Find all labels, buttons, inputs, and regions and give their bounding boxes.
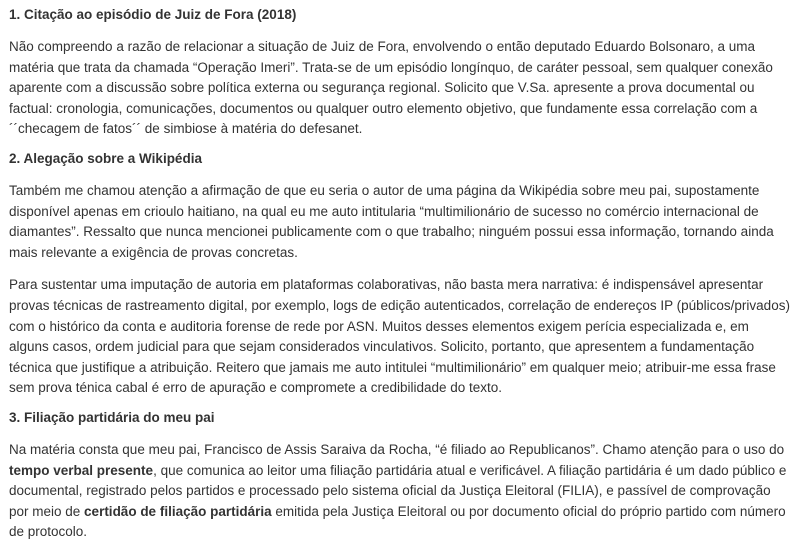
text-run: Também me chamou atenção a afirmação de que eu seria o autor de uma página da Wikipédia sobre meu pai, supostamente disponível apenas em crioulo haitiano, na qual eu me auto intitularia “multimilionário de sucesso no comércio internacional de diamantes”. Ressalto que nunca mencionei publicamente com o que trabalho; ninguém possui essa informação, tornando ainda mais relevante a exigência de provas concretas. [9, 182, 774, 260]
paragraph [9, 181, 790, 263]
paragraph [9, 275, 790, 399]
text-run: Para sustentar uma imputação de autoria em plataformas colaborativas, não basta mera narrativa: é indispensável apresentar provas técnicas de rastreamento digital, por exemplo, logs de edição autenticados, correlação de endereços IP (públicos/privados) com o histórico da conta e auditoria forense de rede por ASN. Muitos desses elementos exigem perícia especializada e, em alguns casos, ordem judicial para que sejam considerados vinculativos. Solicito, portanto, que apresentem a fundamentação técnica que justifique a atribuição. Reitero que jamais me auto intitulei “multimilionário” em qualquer meio; atribuir-me essa frase sem prova ténica cabal é erro de apuração e compromete a credibilidade do texto. [9, 277, 790, 396]
bold-text-run: certidão de filiação partidária [84, 503, 272, 519]
bold-text-run: tempo verbal presente [9, 462, 154, 478]
section-heading: 2. Alegação sobre a Wikipédia [9, 150, 202, 166]
text-run: Na matéria consta que meu pai, Francisco de Assis Saraiva da Rocha, “é filiado ao Republicanos”. Chamo atenção para o uso do [9, 441, 785, 457]
text-run: Não compreendo a razão de relacionar a situação de Juiz de Fora, envolvendo o então deputado Eduardo Bolsonaro, a uma matéria que trata da chamada “Operação Imeri”. Trata-se de um episódio longínquo, de caráter pessoal, sem qualquer conexão aparente com a discussão sobre política externa ou segurança regional. Solicito que V.Sa. apresente a prova documental ou factual: cronologia, comunicações, documentos ou qualquer outro elemento objetivo, que fundamente essa correlação com a ´´checagem de fatos´´ de simbiose à matéria do defesanet. [9, 39, 773, 137]
text-run: , que comunica ao leitor uma filiação partidária atual e verificável. A filiação partidária é um dado público e documental, registrado pelos partidos e processado pelo sistema oficial da Justiça Eleitoral (FILIA), e passível de comprovação por meio de [9, 462, 787, 519]
section-heading: 3. Filiação partidária do meu pai [9, 409, 215, 425]
paragraph [9, 37, 790, 140]
text-run: emitida pela Justiça Eleitoral ou por documento oficial do próprio partido com número de protocolo. [9, 503, 786, 540]
section-heading: 1. Citação ao episódio de Juiz de Fora (2018) [9, 7, 297, 22]
paragraph [9, 440, 790, 543]
